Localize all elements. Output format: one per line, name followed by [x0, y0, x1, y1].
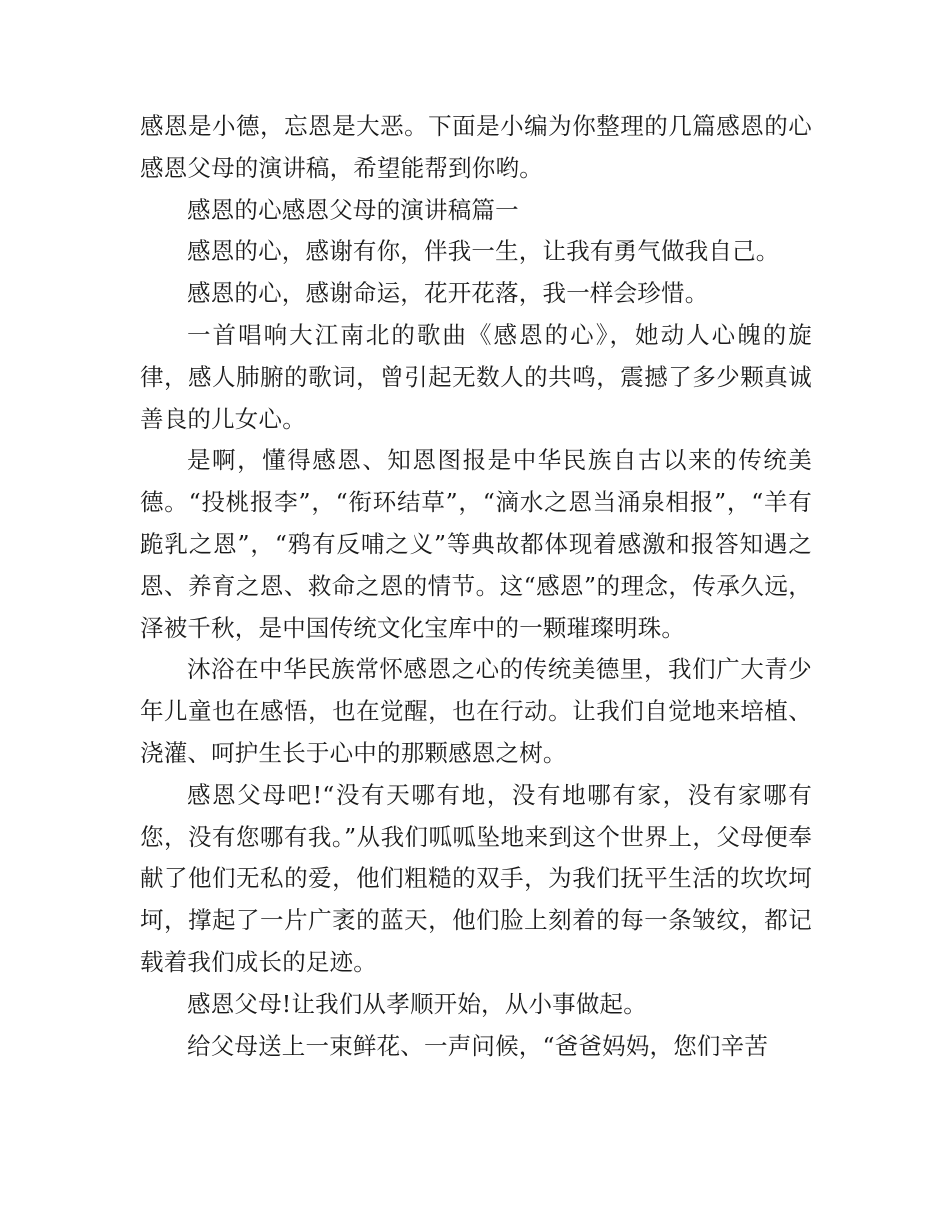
document-body: [140, 106, 812, 1067]
paragraph: 沐浴在中华民族常怀感恩之心的传统美德里，我们广大青少年儿童也在感悟，也在觉醒，也在行动。让我们自觉地来培植、浇灌、呵护生长于心中的那颗感恩之树。: [140, 655, 812, 767]
paragraph: 感恩的心，感谢命运，花开花落，我一样会珍惜。: [187, 279, 709, 308]
paragraph: 感恩父母吧!“没有天哪有地，没有地哪有家，没有家哪有您，没有您哪有我。”从我们呱呱坠地来到这个世界上，父母便奉献了他们无私的爱，他们粗糙的双手，为我们抚平生活的坎坎坷坷，撑起了一片广袤的蓝天，他们脸上刻着的每一条皱纹，都记载着我们成长的足迹。: [140, 780, 812, 976]
paragraph: 一首唱响大江南北的歌曲《感恩的心》，她动人心魄的旋律，感人肺腑的歌词，曾引起无数人的共鸣，震撼了多少颗真诚善良的儿女心。: [140, 320, 812, 433]
paragraph: 感恩父母!让我们从孝顺开始，从小事做起。: [187, 989, 647, 1018]
paragraph: 是啊，懂得感恩、知恩图报是中华民族自古以来的传统美德。“投桃报李”，“衔环结草”，“滴水之恩当涌泉相报”，“羊有跪乳之恩”，“鸦有反哺之义”等典故都体现着感激和报答知遇之恩、养育之恩、救命之恩的情节。这“感恩”的理念，传承久远，泽被千秋，是中国传统文化宝库中的一颗璀璨明珠。: [140, 446, 812, 642]
paragraph: 给父母送上一束鲜花、一声问候，“爸爸妈妈，您们辛苦: [187, 1031, 769, 1060]
paragraph-intro: 感恩是小德，忘恩是大恶。下面是小编为你整理的几篇感恩的心感恩父母的演讲稿，希望能帮到你哟。: [140, 112, 812, 182]
paragraph: 感恩的心，感谢有你，伴我一生，让我有勇气做我自己。: [187, 237, 780, 266]
section-heading: 感恩的心感恩父母的演讲稿篇一: [187, 195, 519, 224]
